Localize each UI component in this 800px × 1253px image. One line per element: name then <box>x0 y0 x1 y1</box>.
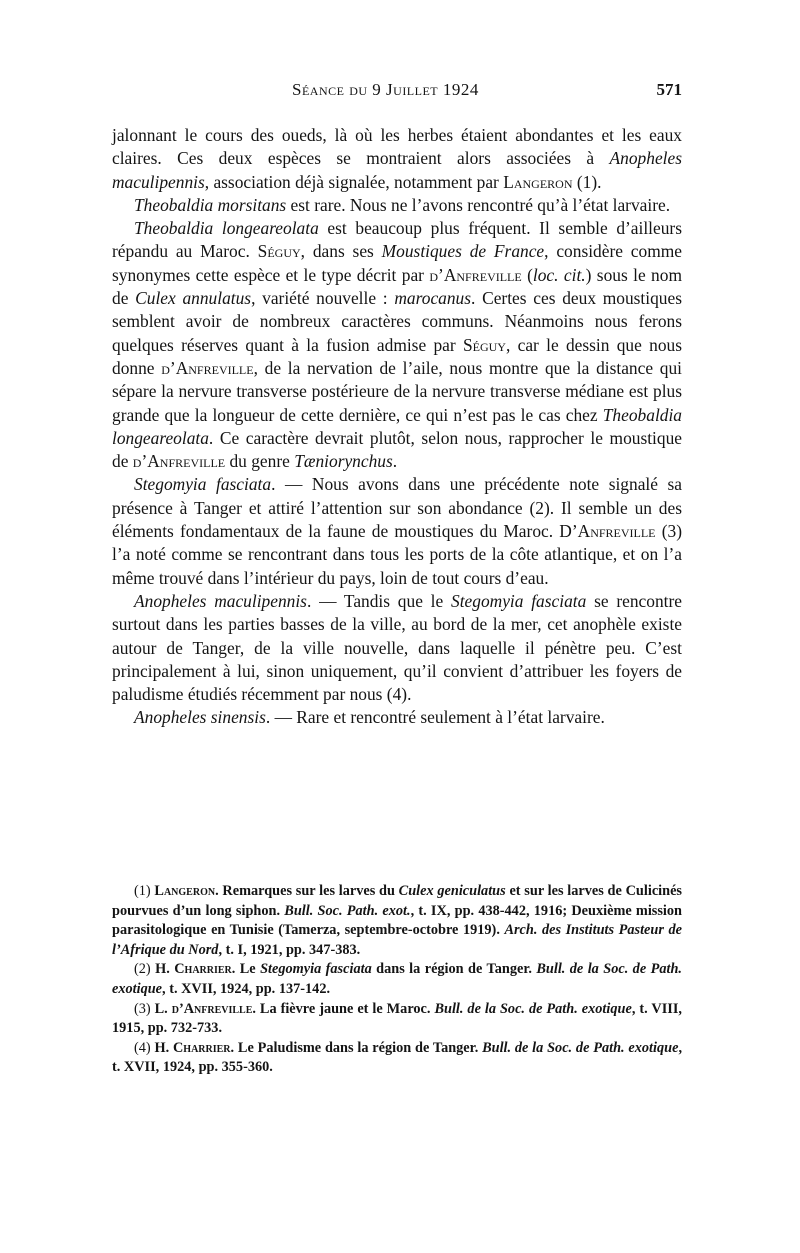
species-name: Stegomyia fasciata <box>260 961 372 978</box>
footnote-number: (3) <box>134 1000 151 1017</box>
author-name: Séguy <box>257 241 301 262</box>
book-title: Moustiques de France <box>381 241 545 262</box>
author-name: D’Anfreville <box>559 521 656 542</box>
genus-name: Tæniorynchus <box>294 451 393 472</box>
footnote-4 <box>112 1039 682 1078</box>
running-title: Séance du 9 Juillet 1924 <box>292 80 479 99</box>
paragraph-5 <box>112 590 682 706</box>
text-run: . — Rare et rencontré seulement à l’état larvaire. <box>265 707 605 728</box>
footnote-number: (4) <box>134 1039 151 1056</box>
journal-name: Bull. de la Soc. de Path. exotique <box>434 1000 632 1017</box>
text-run: dans la région de Tanger. <box>376 961 532 978</box>
footnote-number: (1) <box>134 883 151 899</box>
main-text <box>112 124 682 730</box>
text-run: , t. XVII, 1924, pp. 137-142. <box>162 980 331 997</box>
species-name: Theobaldia morsitans <box>134 194 287 215</box>
text-run: , t. IX, pp. 438-442, 1916; Deuxième mission parasitologique en Tunisie (Tamerza, septembre-octobre 1919). <box>112 902 683 939</box>
footnote-number: (2) <box>134 961 151 978</box>
author-name: Langeron <box>503 171 573 192</box>
species-name: Anopheles maculipennis <box>112 148 682 192</box>
text-run: du genre <box>229 451 290 472</box>
species-name: Culex geniculatus <box>398 883 506 899</box>
footnote-2 <box>112 960 682 999</box>
author-name: H. Charrier <box>154 1039 231 1056</box>
text-run: (3) l’a noté comme se rencontrant dans tous les ports de la côte atlantique, et on l’a même trouvé dans l’intérieur du pays, loin de tout cours d’eau. <box>112 521 682 588</box>
text-run: ) sous le nom de <box>112 264 682 309</box>
text-run: , considère comme synonymes cette espèce et le type décrit par <box>112 241 682 285</box>
text-run: , de la nervation de l’aile, nous montre que la distance qui sépare la nervure transverse postérieure de la nervure transverse médiane est plus grande que la longueur de cette dernière, ce qui n’est pas le cas chez <box>112 357 682 425</box>
species-name: Theobaldia longeareolata <box>112 404 682 448</box>
footnotes <box>112 882 682 1078</box>
text-run: , association déjà signalée, notamment par <box>204 171 499 192</box>
citation: loc. cit. <box>532 264 586 285</box>
text-run: (1). <box>576 171 602 192</box>
species-name: Anopheles maculipennis <box>134 590 307 611</box>
paragraph-3 <box>112 217 682 473</box>
text-run: est beaucoup plus fréquent. Il semble d’ailleurs répandu au Maroc. <box>112 218 682 262</box>
author-name: L. d’Anfreville <box>154 1000 253 1017</box>
text-run: , variété nouvelle : <box>251 288 388 309</box>
species-name: Stegomyia fasciata <box>134 474 272 495</box>
page-number: 571 <box>656 80 682 99</box>
text-run: . — Nous avons dans une précédente note signalé sa présence à Tanger et attiré l’attention sur son abondance (2). Il semble un des éléments fondamentaux de la faune de moustiques du Maroc. <box>112 474 682 542</box>
species-name: Culex annulatus <box>135 288 252 309</box>
text-run: . Le Paludisme dans la région de Tanger. <box>230 1039 479 1056</box>
journal-name: Bull. Soc. Path. exot. <box>284 902 411 919</box>
text-run: . <box>392 451 398 472</box>
author-name: Séguy <box>462 334 506 355</box>
text-run: et sur les larves de Culicinés pourvues d’un long siphon. <box>112 883 682 919</box>
author-name: d’Anfreville <box>161 357 254 378</box>
footnote-3 <box>112 1000 682 1039</box>
running-header <box>112 80 682 110</box>
text-run: , t. XVII, 1924, pp. 355-360. <box>112 1039 683 1076</box>
text-run: est rare. Nous ne l’avons rencontré qu’à l’état larvaire. <box>290 194 671 215</box>
text-run: . Ce caractère devrait plutôt, selon nous, rapprocher le moustique de <box>112 427 682 472</box>
author-name: Langeron <box>154 883 216 899</box>
text-run: . Certes ces deux moustiques semblent avoir de nombreux caractères communs. Néanmoins nous ferons quelques réserves quant à la fusion admise par <box>112 288 682 355</box>
text-run: . — Tandis que le <box>306 590 444 611</box>
paragraph-4 <box>112 473 682 589</box>
journal-name: Arch. des Instituts Pasteur de l’Afrique du Nord <box>112 922 682 958</box>
text-run: , t. I, 1921, pp. 347-383. <box>218 941 361 958</box>
text-run: , t. VIII, 1915, pp. 732-733. <box>112 1000 682 1037</box>
paragraph-1 <box>112 124 682 194</box>
footnote-1 <box>112 882 682 960</box>
paragraph-2 <box>112 194 682 217</box>
author-name: d’Anfreville <box>132 451 226 472</box>
author-name: d’Anfreville <box>429 264 522 285</box>
journal-name: Bull. de la Soc. de Path. exotique <box>112 961 682 997</box>
text-run: . La fièvre jaune et le Maroc. <box>252 1000 431 1017</box>
text-run: ( <box>527 264 533 285</box>
text-run: . Le <box>231 961 256 978</box>
species-name: Anopheles sinensis <box>134 707 266 728</box>
variety-name: marocanus <box>394 288 472 309</box>
journal-name: Bull. de la Soc. de Path. exotique <box>482 1039 679 1056</box>
species-name: Stegomyia fasciata <box>451 590 587 611</box>
text-run: , car le dessin que nous donne <box>112 334 682 378</box>
text-run: se rencontre surtout dans les parties basses de la ville, au bord de la mer, cet anophèle existe autour de Tanger, de la ville nouvelle, dans laquelle il pénètre peu. C’est principalement à lui, sinon uniquement, qu’il convient d’attribuer les foyers de paludisme étudiés récemment par nous (4). <box>112 590 682 705</box>
author-name: H. Charrier <box>155 961 232 978</box>
text-run: jalonnant le cours des oueds, là où les herbes étaient abondantes et les eaux claires. Ces deux espèces se montraient alors associées à <box>112 125 682 169</box>
paragraph-6 <box>112 706 682 729</box>
text-run: . Remarques sur les larves du <box>215 883 395 899</box>
species-name: Theobaldia longeareolata <box>134 218 319 239</box>
text-run: , dans ses <box>300 241 374 262</box>
